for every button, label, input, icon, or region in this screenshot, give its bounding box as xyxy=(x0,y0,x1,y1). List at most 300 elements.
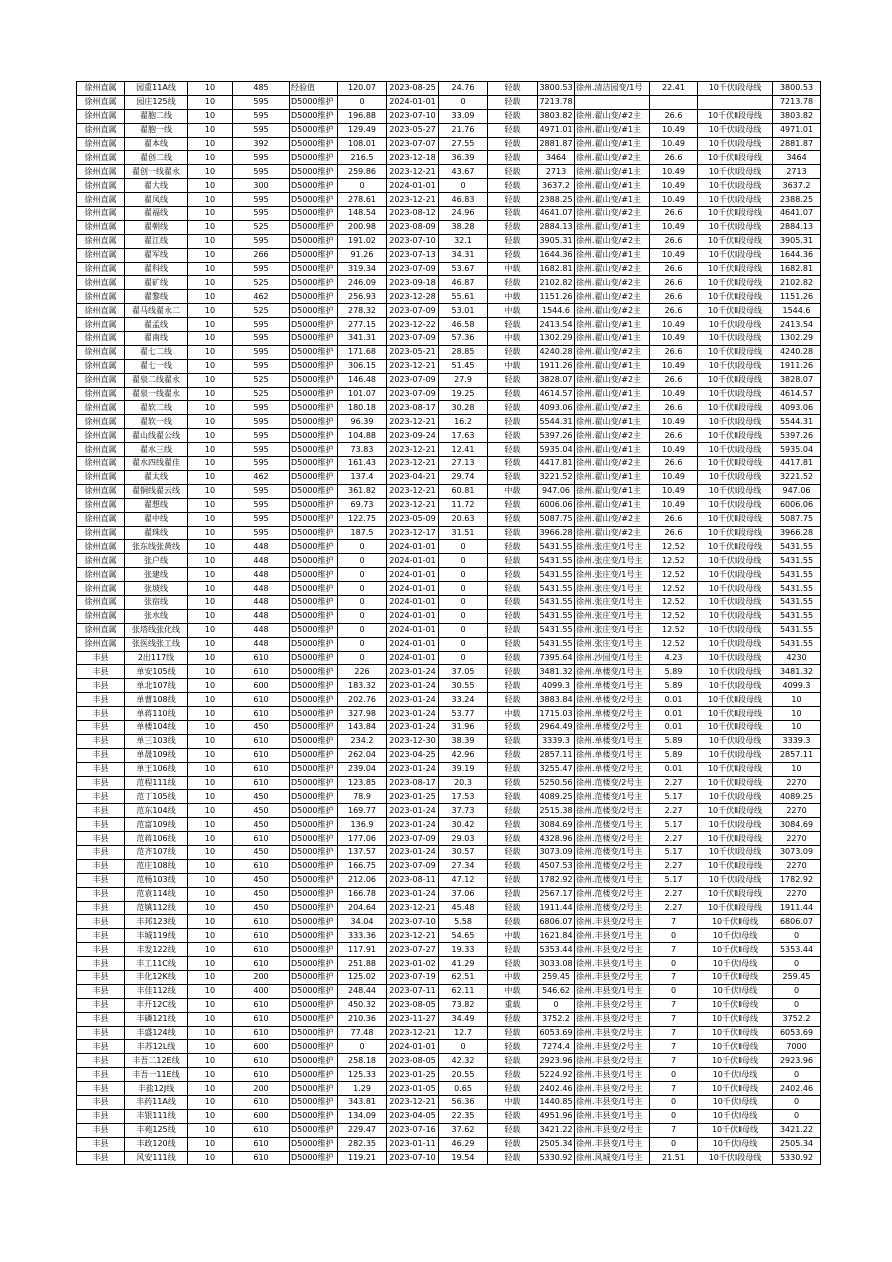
capacity-cell: 450 xyxy=(233,818,290,832)
region-cell: 徐州直属 xyxy=(77,568,125,582)
current-cell: 134.09 xyxy=(338,1109,387,1123)
transformer-cell: 12.52 xyxy=(650,609,698,623)
source-cell: D5000维护 xyxy=(290,790,338,804)
spare-cell: 5431.55 xyxy=(538,568,575,582)
table-row xyxy=(77,1054,821,1068)
spare-cell: 5087.75 xyxy=(538,512,575,526)
region-cell: 徐州直属 xyxy=(77,373,125,387)
spare-cell: 1715.03 xyxy=(538,707,575,721)
load-status-cell: 轻载 xyxy=(488,207,538,221)
capacity-cell: 610 xyxy=(233,915,290,929)
source-cell: D5000维护 xyxy=(290,665,338,679)
available-cell: 1682.81 xyxy=(773,262,821,276)
capacity-cell: 595 xyxy=(233,207,290,221)
date-cell: 2024-01-01 xyxy=(387,554,439,568)
load-status-cell: 轻载 xyxy=(488,220,538,234)
load-status-cell: 轻载 xyxy=(488,1123,538,1137)
bus-cell: 10千伏Ⅱ段母线 xyxy=(698,457,773,471)
region-cell: 徐州直属 xyxy=(77,623,125,637)
transformer-cell: 21.51 xyxy=(650,1151,698,1165)
load-status-cell: 轻载 xyxy=(488,470,538,484)
bus-cell: 10千伏Ⅰ段母线 xyxy=(698,637,773,651)
region-cell: 丰县 xyxy=(77,1151,125,1165)
current-cell: 1.29 xyxy=(338,1082,387,1096)
transformer-cell: 2.27 xyxy=(650,776,698,790)
voltage-cell: 10 xyxy=(188,1040,233,1054)
bus-cell: 10千伏Ⅰ母线 xyxy=(698,1068,773,1082)
table-row xyxy=(77,457,821,471)
available-cell: 4093.06 xyxy=(773,401,821,415)
region-cell: 徐州直属 xyxy=(77,429,125,443)
table-row xyxy=(77,498,821,512)
voltage-cell: 10 xyxy=(188,179,233,193)
source-cell: D5000维护 xyxy=(290,720,338,734)
region-cell: 徐州直属 xyxy=(77,609,125,623)
available-cell: 4240.28 xyxy=(773,345,821,359)
transformer-cell: 12.52 xyxy=(650,623,698,637)
load-status-cell: 中载 xyxy=(488,332,538,346)
bus-cell: 10千伏Ⅱ段母线 xyxy=(698,707,773,721)
source-cell: D5000维护 xyxy=(290,1151,338,1165)
voltage-cell: 10 xyxy=(188,623,233,637)
bus-cell: 10千伏Ⅰ段母线 xyxy=(698,484,773,498)
source-cell: D5000维护 xyxy=(290,1012,338,1026)
spare-cell: 2857.11 xyxy=(538,748,575,762)
load-rate-cell: 22.35 xyxy=(439,1109,488,1123)
line-name-cell: 丰邦123线 xyxy=(125,915,188,929)
current-cell: 196.88 xyxy=(338,109,387,123)
load-status-cell: 轻载 xyxy=(488,887,538,901)
line-name-cell: 翟马线翟永二 xyxy=(125,304,188,318)
spare-cell: 4614.57 xyxy=(538,387,575,401)
line-name-cell: 单曹108线 xyxy=(125,693,188,707)
load-rate-cell: 19.54 xyxy=(439,1151,488,1165)
line-name-cell: 范齐107线 xyxy=(125,845,188,859)
table-row xyxy=(77,790,821,804)
transformer-cell: 26.6 xyxy=(650,526,698,540)
bus-cell: 10千伏Ⅰ段母线 xyxy=(698,179,773,193)
bus-cell: 10千伏Ⅱ母线 xyxy=(698,1123,773,1137)
load-rate-cell: 57.36 xyxy=(439,332,488,346)
date-cell: 2023-01-05 xyxy=(387,1082,439,1096)
capacity-cell: 595 xyxy=(233,193,290,207)
region-cell: 徐州直属 xyxy=(77,443,125,457)
source-cell: D5000维护 xyxy=(290,123,338,137)
line-name-cell: 翟孟线 xyxy=(125,318,188,332)
load-status-cell: 轻载 xyxy=(488,179,538,193)
capacity-cell: 448 xyxy=(233,595,290,609)
available-cell: 5431.55 xyxy=(773,623,821,637)
voltage-cell: 10 xyxy=(188,1151,233,1165)
capacity-cell: 450 xyxy=(233,887,290,901)
source-cell: D5000维护 xyxy=(290,1109,338,1123)
voltage-cell: 10 xyxy=(188,165,233,179)
capacity-cell: 610 xyxy=(233,1068,290,1082)
voltage-cell: 10 xyxy=(188,915,233,929)
available-cell: 2413.54 xyxy=(773,318,821,332)
spare-cell: 5431.55 xyxy=(538,554,575,568)
table-row xyxy=(77,401,821,415)
transformer-cell: 7 xyxy=(650,1123,698,1137)
substation-cell: 徐州.丰县变/2号主 xyxy=(575,1054,650,1068)
date-cell: 2023-12-21 xyxy=(387,498,439,512)
spare-cell: 2505.34 xyxy=(538,1137,575,1151)
capacity-cell: 610 xyxy=(233,859,290,873)
voltage-cell: 10 xyxy=(188,359,233,373)
bus-cell: 10千伏Ⅱ段母线 xyxy=(698,526,773,540)
source-cell: D5000维护 xyxy=(290,998,338,1012)
voltage-cell: 10 xyxy=(188,887,233,901)
load-status-cell: 轻载 xyxy=(488,457,538,471)
bus-cell: 10千伏Ⅰ段母线 xyxy=(698,498,773,512)
bus-cell: 10千伏Ⅱ段母线 xyxy=(698,276,773,290)
source-cell: D5000维护 xyxy=(290,318,338,332)
substation-cell: 徐州.翟山变/#2主 xyxy=(575,290,650,304)
line-name-cell: 翟七二线 xyxy=(125,345,188,359)
table-row xyxy=(77,609,821,623)
voltage-cell: 10 xyxy=(188,276,233,290)
transformer-cell: 0.01 xyxy=(650,720,698,734)
bus-cell: 10千伏Ⅰ段母线 xyxy=(698,623,773,637)
voltage-cell: 10 xyxy=(188,290,233,304)
region-cell: 徐州直属 xyxy=(77,95,125,109)
available-cell: 7213.78 xyxy=(773,95,821,109)
load-rate-cell: 17.53 xyxy=(439,790,488,804)
table-row xyxy=(77,679,821,693)
capacity-cell: 610 xyxy=(233,665,290,679)
capacity-cell: 525 xyxy=(233,373,290,387)
substation-cell: 徐州.丰县变/2号主 xyxy=(575,971,650,985)
spare-cell: 4328.96 xyxy=(538,832,575,846)
date-cell: 2023-08-05 xyxy=(387,1054,439,1068)
date-cell: 2023-07-10 xyxy=(387,234,439,248)
table-row xyxy=(77,595,821,609)
date-cell: 2023-08-17 xyxy=(387,776,439,790)
load-rate-cell: 0 xyxy=(439,568,488,582)
current-cell: 148.54 xyxy=(338,207,387,221)
current-cell: 246.09 xyxy=(338,276,387,290)
load-status-cell: 中载 xyxy=(488,484,538,498)
transformer-cell: 26.6 xyxy=(650,429,698,443)
available-cell: 3966.28 xyxy=(773,526,821,540)
available-cell: 1644.36 xyxy=(773,248,821,262)
current-cell: 204.64 xyxy=(338,901,387,915)
capacity-cell: 595 xyxy=(233,262,290,276)
date-cell: 2024-01-01 xyxy=(387,651,439,665)
table-row xyxy=(77,1096,821,1110)
line-name-cell: 张东线张黄线 xyxy=(125,540,188,554)
voltage-cell: 10 xyxy=(188,984,233,998)
table-row xyxy=(77,582,821,596)
date-cell: 2023-07-07 xyxy=(387,137,439,151)
current-cell: 108.01 xyxy=(338,137,387,151)
available-cell: 2270 xyxy=(773,887,821,901)
region-cell: 丰县 xyxy=(77,957,125,971)
table-row xyxy=(77,1109,821,1123)
line-name-cell: 翟中线 xyxy=(125,512,188,526)
line-name-cell: 丰政120线 xyxy=(125,1137,188,1151)
region-cell: 丰县 xyxy=(77,984,125,998)
available-cell: 5431.55 xyxy=(773,582,821,596)
table-row xyxy=(77,1068,821,1082)
transformer-cell xyxy=(650,95,698,109)
available-cell: 2884.13 xyxy=(773,220,821,234)
bus-cell: 10千伏Ⅱ段母线 xyxy=(698,304,773,318)
bus-cell: 10千伏Ⅰ母线 xyxy=(698,929,773,943)
source-cell: D5000维护 xyxy=(290,734,338,748)
bus-cell: 10千伏Ⅰ段母线 xyxy=(698,443,773,457)
line-name-cell: 翟创二线 xyxy=(125,151,188,165)
transformer-cell: 7 xyxy=(650,915,698,929)
date-cell: 2023-11-27 xyxy=(387,1012,439,1026)
available-cell: 5544.31 xyxy=(773,415,821,429)
source-cell: D5000维护 xyxy=(290,859,338,873)
spare-cell: 4641.07 xyxy=(538,207,575,221)
load-rate-cell: 21.76 xyxy=(439,123,488,137)
region-cell: 徐州直属 xyxy=(77,82,125,96)
current-cell: 216.5 xyxy=(338,151,387,165)
available-cell: 3752.2 xyxy=(773,1012,821,1026)
spare-cell: 947.06 xyxy=(538,484,575,498)
load-status-cell: 轻载 xyxy=(488,415,538,429)
voltage-cell: 10 xyxy=(188,582,233,596)
capacity-cell: 610 xyxy=(233,707,290,721)
substation-cell: 徐州.单楼变/1号主 xyxy=(575,748,650,762)
bus-cell: 10千伏Ⅰ段母线 xyxy=(698,748,773,762)
transformer-cell: 0.01 xyxy=(650,693,698,707)
source-cell: D5000维护 xyxy=(290,498,338,512)
region-cell: 丰县 xyxy=(77,1040,125,1054)
substation-cell: 徐州.范楼变/1号主 xyxy=(575,873,650,887)
load-rate-cell: 56.36 xyxy=(439,1096,488,1110)
date-cell: 2023-12-21 xyxy=(387,415,439,429)
available-cell: 3800.53 xyxy=(773,82,821,96)
table-row xyxy=(77,971,821,985)
region-cell: 徐州直属 xyxy=(77,359,125,373)
line-name-cell: 翟泉二线翟永 xyxy=(125,373,188,387)
available-cell: 6006.06 xyxy=(773,498,821,512)
date-cell: 2023-04-25 xyxy=(387,748,439,762)
voltage-cell: 10 xyxy=(188,873,233,887)
spare-cell: 5397.26 xyxy=(538,429,575,443)
source-cell: D5000维护 xyxy=(290,540,338,554)
spare-cell: 3752.2 xyxy=(538,1012,575,1026)
substation-cell: 徐州.丰县变/1号主 xyxy=(575,957,650,971)
table-row xyxy=(77,1026,821,1040)
date-cell: 2023-07-09 xyxy=(387,373,439,387)
line-name-cell: 翟南线 xyxy=(125,332,188,346)
table-row xyxy=(77,470,821,484)
load-rate-cell: 29.74 xyxy=(439,470,488,484)
spare-cell: 4089.25 xyxy=(538,790,575,804)
load-status-cell: 轻载 xyxy=(488,1040,538,1054)
substation-cell: 徐州.翟山变/#1主 xyxy=(575,318,650,332)
substation-cell: 徐州.翟山变/#2主 xyxy=(575,262,650,276)
transformer-cell: 5.89 xyxy=(650,734,698,748)
line-name-cell: 翟铜线翟云线 xyxy=(125,484,188,498)
current-cell: 169.77 xyxy=(338,804,387,818)
source-cell: D5000维护 xyxy=(290,915,338,929)
table-row xyxy=(77,179,821,193)
current-cell: 212.06 xyxy=(338,873,387,887)
bus-cell: 10千伏Ⅱ段母线 xyxy=(698,762,773,776)
table-row xyxy=(77,957,821,971)
load-rate-cell: 24.76 xyxy=(439,82,488,96)
load-status-cell: 中载 xyxy=(488,971,538,985)
table-row xyxy=(77,984,821,998)
voltage-cell: 10 xyxy=(188,401,233,415)
source-cell: D5000维护 xyxy=(290,679,338,693)
table-row xyxy=(77,720,821,734)
date-cell: 2023-01-24 xyxy=(387,693,439,707)
voltage-cell: 10 xyxy=(188,609,233,623)
current-cell: 319.34 xyxy=(338,262,387,276)
load-status-cell: 轻载 xyxy=(488,123,538,137)
date-cell: 2023-01-24 xyxy=(387,818,439,832)
date-cell: 2024-01-01 xyxy=(387,609,439,623)
table-row xyxy=(77,776,821,790)
table-row xyxy=(77,943,821,957)
available-cell: 3073.09 xyxy=(773,845,821,859)
load-status-cell: 轻载 xyxy=(488,234,538,248)
spare-cell: 546.62 xyxy=(538,984,575,998)
table-row xyxy=(77,415,821,429)
load-status-cell: 轻载 xyxy=(488,248,538,262)
spare-cell: 5431.55 xyxy=(538,595,575,609)
load-status-cell: 轻载 xyxy=(488,1082,538,1096)
date-cell: 2023-07-27 xyxy=(387,943,439,957)
load-status-cell: 轻载 xyxy=(488,498,538,512)
spare-cell: 7274.4 xyxy=(538,1040,575,1054)
feeder-load-table xyxy=(76,81,821,1165)
load-rate-cell: 42.32 xyxy=(439,1054,488,1068)
bus-cell xyxy=(698,95,773,109)
table-row xyxy=(77,207,821,221)
table-row xyxy=(77,1040,821,1054)
date-cell: 2024-01-01 xyxy=(387,595,439,609)
line-name-cell: 张水线 xyxy=(125,609,188,623)
load-status-cell: 轻载 xyxy=(488,526,538,540)
capacity-cell: 610 xyxy=(233,832,290,846)
load-rate-cell: 62.11 xyxy=(439,984,488,998)
current-cell: 177.06 xyxy=(338,832,387,846)
load-status-cell: 轻载 xyxy=(488,151,538,165)
line-name-cell: 丰开12C线 xyxy=(125,998,188,1012)
region-cell: 丰县 xyxy=(77,832,125,846)
substation-cell: 徐州.单楼变/2号主 xyxy=(575,762,650,776)
bus-cell: 10千伏Ⅰ母线 xyxy=(698,1096,773,1110)
region-cell: 徐州直属 xyxy=(77,457,125,471)
load-status-cell: 轻载 xyxy=(488,859,538,873)
source-cell: D5000维护 xyxy=(290,623,338,637)
line-name-cell: 园庄125线 xyxy=(125,95,188,109)
current-cell: 450.32 xyxy=(338,998,387,1012)
substation-cell: 徐州.翟山变/#1主 xyxy=(575,359,650,373)
spare-cell: 3905.31 xyxy=(538,234,575,248)
source-cell: D5000维护 xyxy=(290,595,338,609)
capacity-cell: 485 xyxy=(233,82,290,96)
load-rate-cell: 28.85 xyxy=(439,345,488,359)
transformer-cell: 10.49 xyxy=(650,484,698,498)
date-cell: 2023-12-21 xyxy=(387,484,439,498)
transformer-cell: 22.41 xyxy=(650,82,698,96)
substation-cell xyxy=(575,95,650,109)
line-name-cell: 范镇112线 xyxy=(125,901,188,915)
table-row xyxy=(77,82,821,96)
date-cell: 2024-01-01 xyxy=(387,540,439,554)
region-cell: 丰县 xyxy=(77,929,125,943)
capacity-cell: 266 xyxy=(233,248,290,262)
source-cell: D5000维护 xyxy=(290,151,338,165)
transformer-cell: 2.27 xyxy=(650,832,698,846)
load-status-cell: 轻载 xyxy=(488,401,538,415)
bus-cell: 10千伏Ⅰ段母线 xyxy=(698,554,773,568)
table-row xyxy=(77,387,821,401)
load-status-cell: 轻载 xyxy=(488,651,538,665)
source-cell: D5000维护 xyxy=(290,415,338,429)
load-status-cell: 轻载 xyxy=(488,679,538,693)
capacity-cell: 610 xyxy=(233,957,290,971)
substation-cell: 徐州.张庄变/1号主 xyxy=(575,623,650,637)
load-status-cell: 轻载 xyxy=(488,1012,538,1026)
line-name-cell: 单三103线 xyxy=(125,734,188,748)
available-cell: 0 xyxy=(773,929,821,943)
load-status-cell: 轻载 xyxy=(488,818,538,832)
available-cell: 947.06 xyxy=(773,484,821,498)
transformer-cell: 26.6 xyxy=(650,276,698,290)
table-row xyxy=(77,526,821,540)
voltage-cell: 10 xyxy=(188,82,233,96)
voltage-cell: 10 xyxy=(188,748,233,762)
current-cell: 73.83 xyxy=(338,443,387,457)
substation-cell: 徐州.翟山变/#1主 xyxy=(575,137,650,151)
transformer-cell: 26.6 xyxy=(650,373,698,387)
region-cell: 丰县 xyxy=(77,693,125,707)
capacity-cell: 450 xyxy=(233,873,290,887)
available-cell: 4230 xyxy=(773,651,821,665)
voltage-cell: 10 xyxy=(188,151,233,165)
available-cell: 5431.55 xyxy=(773,595,821,609)
spare-cell: 4507.53 xyxy=(538,859,575,873)
source-cell: D5000维护 xyxy=(290,276,338,290)
available-cell: 10 xyxy=(773,693,821,707)
region-cell: 丰县 xyxy=(77,707,125,721)
line-name-cell: 翟水四线翟佳 xyxy=(125,457,188,471)
substation-cell: 徐州.范楼变/2号主 xyxy=(575,859,650,873)
source-cell: D5000维护 xyxy=(290,109,338,123)
spare-cell: 2388.25 xyxy=(538,193,575,207)
source-cell: D5000维护 xyxy=(290,957,338,971)
transformer-cell: 7 xyxy=(650,998,698,1012)
bus-cell: 10千伏Ⅱ段母线 xyxy=(698,901,773,915)
load-status-cell: 中载 xyxy=(488,262,538,276)
bus-cell: 10千伏Ⅰ段母线 xyxy=(698,165,773,179)
spare-cell: 1544.6 xyxy=(538,304,575,318)
spare-cell: 3637.2 xyxy=(538,179,575,193)
voltage-cell: 10 xyxy=(188,679,233,693)
load-rate-cell: 43.67 xyxy=(439,165,488,179)
table-row xyxy=(77,318,821,332)
voltage-cell: 10 xyxy=(188,137,233,151)
substation-cell: 徐州.单楼变/2号主 xyxy=(575,720,650,734)
voltage-cell: 10 xyxy=(188,262,233,276)
load-status-cell: 轻载 xyxy=(488,665,538,679)
transformer-cell: 5.17 xyxy=(650,873,698,887)
transformer-cell: 10.49 xyxy=(650,359,698,373)
load-status-cell: 轻载 xyxy=(488,762,538,776)
load-rate-cell: 19.25 xyxy=(439,387,488,401)
date-cell: 2023-01-25 xyxy=(387,790,439,804)
